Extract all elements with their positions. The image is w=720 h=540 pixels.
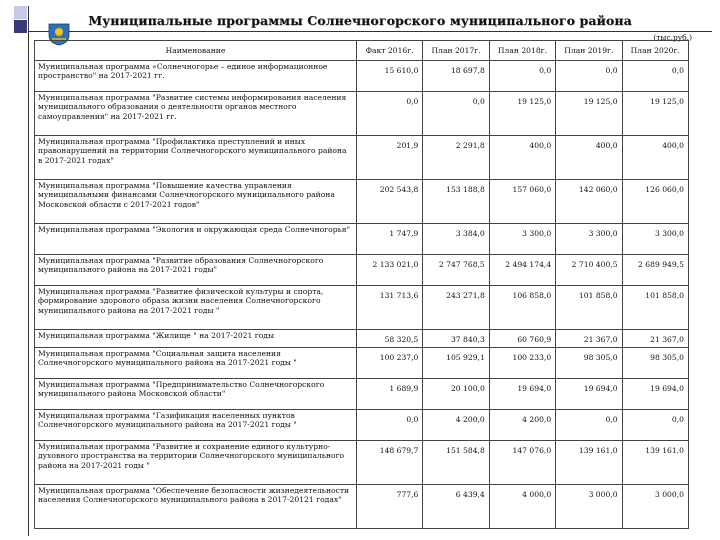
value-cell: 777,6 [357, 485, 423, 529]
value-cell: 0,0 [489, 61, 555, 92]
value-cell: 400,0 [622, 136, 688, 180]
program-name-cell: Муниципальная программа "Экология и окружающая среда Солнечногорья" [35, 224, 357, 255]
program-name-cell: Муниципальная программа "Развитие системы информирования населения муниципального образования о деятельности органов местного самоуправления" на 2017-2021 гг. [35, 92, 357, 136]
table-row [35, 348, 689, 379]
value-cell: 243 271,8 [423, 286, 489, 330]
value-cell: 2 494 174,4 [489, 255, 555, 286]
value-cell: 151 584,8 [423, 441, 489, 485]
value-cell: 3 384,0 [423, 224, 489, 255]
column-header: План 2018г. [489, 41, 555, 61]
column-header: План 2017г. [423, 41, 489, 61]
value-cell: 131 713,6 [357, 286, 423, 330]
value-cell: 3 300,0 [622, 224, 688, 255]
value-cell: 3 000,0 [622, 485, 688, 529]
value-cell: 19 125,0 [622, 92, 688, 136]
value-cell: 19 125,0 [489, 92, 555, 136]
value-cell: 6 439,4 [423, 485, 489, 529]
program-name-cell: Муниципальная программа "Повышение качества управления муниципальными финансами Солнечногорского муниципального района Московской области с 2017-2021 годов" [35, 180, 357, 224]
value-cell: 2 133 021,0 [357, 255, 423, 286]
value-cell: 4 000,0 [489, 485, 555, 529]
table-row [35, 61, 689, 92]
table-row [35, 224, 689, 255]
value-cell: 139 161,0 [556, 441, 622, 485]
table-row [35, 441, 689, 485]
value-cell: 0,0 [357, 92, 423, 136]
table-row [35, 136, 689, 180]
table-row [35, 255, 689, 286]
table-row [35, 379, 689, 410]
value-cell: 19 125,0 [556, 92, 622, 136]
value-cell: 98 305,0 [556, 348, 622, 379]
left-rule [28, 6, 29, 536]
value-cell: 126 060,0 [622, 180, 688, 224]
value-cell: 3 000,0 [556, 485, 622, 529]
value-cell: 105 929,1 [423, 348, 489, 379]
value-cell: 101 858,0 [556, 286, 622, 330]
value-cell: 0,0 [622, 410, 688, 441]
value-cell: 2 710 400,5 [556, 255, 622, 286]
value-cell: 0,0 [556, 61, 622, 92]
table-row [35, 410, 689, 441]
value-cell: 139 161,0 [622, 441, 688, 485]
value-cell: 4 200,0 [489, 410, 555, 441]
program-name-cell: Муниципальная программа "Развитие физической культуры и спорта, формирование здорового образа жизни населения Солнечногорского муниципального района на 2017-2021 годы " [35, 286, 357, 330]
value-cell: 153 188,8 [423, 180, 489, 224]
program-name-cell: Муниципальная программа "Развитие и сохранение единого культурно-духовного пространства на территории Солнечногорского муниципального района на 2017-2021 годы " [35, 441, 357, 485]
value-cell: 400,0 [489, 136, 555, 180]
value-cell: 15 610,0 [357, 61, 423, 92]
program-name-cell: Муниципальная программа «Солнечногорье – единое информационное пространство" на 2017-2021 гг. [35, 61, 357, 92]
table-header-row [35, 41, 689, 61]
value-cell: 3 300,0 [489, 224, 555, 255]
table-row [35, 180, 689, 224]
value-cell: 106 858,0 [489, 286, 555, 330]
value-cell: 18 697,8 [423, 61, 489, 92]
value-cell: 98 305,0 [622, 348, 688, 379]
value-cell: 1 689,9 [357, 379, 423, 410]
value-cell: 201,9 [357, 136, 423, 180]
value-cell: 202 543,8 [357, 180, 423, 224]
value-cell: 20 100,0 [423, 379, 489, 410]
value-cell: 0,0 [357, 410, 423, 441]
value-cell: 2 747 768,5 [423, 255, 489, 286]
table-row [35, 485, 689, 529]
value-cell: 58 320,5 [357, 330, 423, 348]
table-row [35, 92, 689, 136]
program-name-cell: Муниципальная программа "Развитие образования Солнечногорского муниципального района на 2017-2021 годы" [35, 255, 357, 286]
value-cell: 0,0 [423, 92, 489, 136]
value-cell: 148 679,7 [357, 441, 423, 485]
value-cell: 100 237,0 [357, 348, 423, 379]
programs-table [34, 40, 689, 529]
value-cell: 0,0 [556, 410, 622, 441]
value-cell: 37 840,3 [423, 330, 489, 348]
value-cell: 21 367,0 [622, 330, 688, 348]
value-cell: 21 367,0 [556, 330, 622, 348]
value-cell: 142 060,0 [556, 180, 622, 224]
page-title: Муниципальные программы Солнечногорского муниципального района [88, 13, 632, 28]
program-name-cell: Муниципальная программа "Жилище " на 2017-2021 годы [35, 330, 357, 348]
table-row [35, 330, 689, 348]
program-name-cell: Муниципальная программа "Предпринимательство Солнечногорского муниципального района Московской области" [35, 379, 357, 410]
program-name-cell: Муниципальная программа "Газификация населенных пунктов Солнечногорского муниципального района на 2017-2021 годы " [35, 410, 357, 441]
program-name-cell: Муниципальная программа "Профилактика преступлений и иных правонарушений на территории Солнечногорского муниципального района в 2017-2021 годах" [35, 136, 357, 180]
table-row [35, 286, 689, 330]
value-cell: 3 300,0 [556, 224, 622, 255]
value-cell: 1 747,9 [357, 224, 423, 255]
value-cell: 19 694,0 [622, 379, 688, 410]
value-cell: 19 694,0 [556, 379, 622, 410]
value-cell: 2 689 949,5 [622, 255, 688, 286]
column-header: План 2019г. [556, 41, 622, 61]
program-name-cell: Муниципальная программа "Социальная защита населения Солнечногорского муниципального района на 2017-2021 годы " [35, 348, 357, 379]
value-cell: 2 291,8 [423, 136, 489, 180]
column-header: Наименование [35, 41, 357, 61]
unit-label: (тыс.руб.) [653, 33, 692, 42]
header-rule [28, 31, 712, 32]
value-cell: 0,0 [622, 61, 688, 92]
value-cell: 100 233,0 [489, 348, 555, 379]
column-header: Факт 2016г. [357, 41, 423, 61]
value-cell: 101 858,0 [622, 286, 688, 330]
value-cell: 19 694,0 [489, 379, 555, 410]
value-cell: 60 760,9 [489, 330, 555, 348]
value-cell: 4 200,0 [423, 410, 489, 441]
value-cell: 157 060,0 [489, 180, 555, 224]
value-cell: 400,0 [556, 136, 622, 180]
column-header: План 2020г. [622, 41, 688, 61]
value-cell: 147 076,0 [489, 441, 555, 485]
program-name-cell: Муниципальная программа "Обеспечение безопасности жизнедеятельности населения Солнечногорского муниципального района в 2017-20121 годах" [35, 485, 357, 529]
